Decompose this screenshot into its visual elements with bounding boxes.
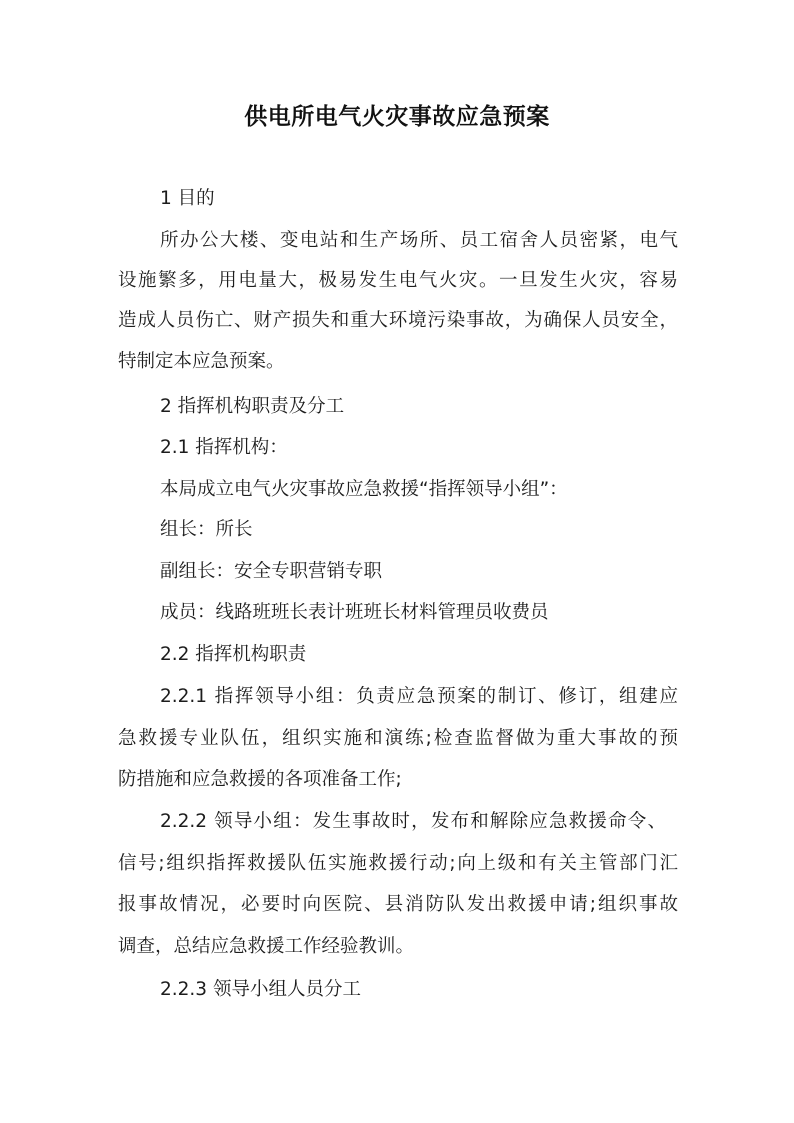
team-leader-line: 组长：所长 [160, 519, 253, 540]
paragraph-line: 防措施和应急救援的各项准备工作; [118, 769, 402, 790]
paragraph-line: 急救援专业队伍，组织实施和演练;检查监督做为重大事故的预 [118, 728, 678, 749]
paragraph-line: 所办公大楼、变电站和生产场所、员工宿舍人员密紧，电气 [160, 230, 678, 251]
paragraph-line: 设施繁多，用电量大，极易发生电气火灾。一旦发生火灾，容易 [118, 270, 678, 291]
paragraph-line: 2.2.1 指挥领导小组：负责应急预案的制订、修订，组建应 [160, 686, 678, 707]
paragraph-line: 本局成立电气火灾事故应急救援“指挥领导小组”： [160, 479, 568, 500]
paragraph-line: 造成人员伤亡、财产损失和重大环境污染事故，为确保人员安全， [118, 310, 678, 331]
members-line: 成员：线路班班长表计班班长材料管理员收费员 [160, 602, 549, 623]
paragraph-line: 报事故情况，必要时向医院、县消防队发出救援申请;组织事故 [118, 894, 678, 915]
heading-2-1: 2.1 指挥机构： [160, 437, 288, 458]
deputy-leader-line: 副组长：安全专职营销专职 [160, 561, 383, 582]
heading-2-2-3: 2.2.3 领导小组人员分工 [160, 979, 361, 1000]
paragraph-line: 调查，总结应急救援工作经验教训。 [118, 936, 415, 957]
heading-2-2: 2.2 指挥机构职责 [160, 644, 307, 665]
heading-2-command: 2 指挥机构职责及分工 [160, 396, 345, 417]
heading-1-purpose: 1 目的 [160, 188, 215, 209]
paragraph-line: 特制定本应急预案。 [118, 351, 285, 372]
paragraph-line: 2.2.2 领导小组：发生事故时，发布和解除应急救援命令、 [160, 811, 666, 832]
paragraph-line: 信号;组织指挥救援队伍实施救援行动;向上级和有关主管部门汇 [118, 853, 678, 874]
document-title: 供电所电气火灾事故应急预案 [244, 104, 550, 130]
